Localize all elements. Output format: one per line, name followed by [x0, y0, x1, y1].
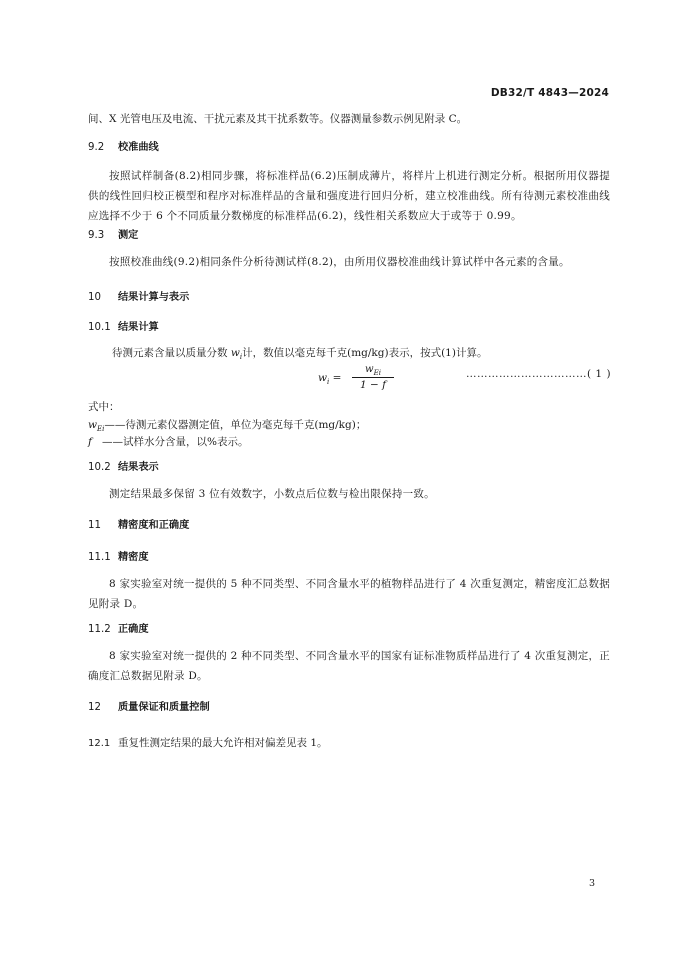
paragraph-11-1: 8 家实验室对统一提供的 5 种不同类型、不同含量水平的植物样品进行了 4 次重复测定，精密度汇总数据见附录 D。 — [88, 578, 610, 610]
section-number: 9.3 — [88, 230, 105, 241]
paragraph-9-3: 按照校准曲线(9.2)相同条件分析待测试样(8.2)，由所用仪器校准曲线计算试样中各元素的含量。 — [109, 256, 570, 268]
section-heading-11-2 — [88, 622, 149, 638]
section-number: 11.2 — [88, 624, 111, 635]
definition-f: f ——试样水分含量，以%表示。 — [88, 436, 249, 448]
definition-wei: $w_{Ei}——$待测元素仪器测定值，单位为毫克每千克(mg/kg)； — [88, 419, 367, 434]
where-label: 式中： — [88, 401, 120, 413]
section-number: 10.1 — [88, 322, 111, 333]
formula-1 — [318, 362, 458, 398]
section-title: 结果计算与表示 — [118, 292, 190, 303]
document-code: DB32/T 4843—2024 — [490, 87, 609, 99]
section-number: 10.2 — [88, 462, 111, 473]
section-number: 11.1 — [88, 552, 111, 563]
clause-12-1 — [88, 733, 608, 754]
fraction-numerator: $w_{Ei}$ — [365, 364, 381, 377]
section-title: 结果表示 — [118, 462, 159, 473]
section-title: 精密度和正确度 — [118, 520, 190, 531]
section-heading-11-1 — [88, 550, 149, 566]
clause-text: 重复性测定结果的最大允许相对偏差见表 1。 — [118, 737, 328, 749]
section-heading-10-2 — [88, 460, 159, 476]
paragraph-10-2: 测定结果最多保留 3 位有效数字，小数点后位数与检出限保持一致。 — [109, 488, 435, 500]
formula-lhs: $w_i$ = — [318, 372, 342, 387]
section-heading-12 — [88, 700, 210, 716]
section-heading-9-2 — [88, 140, 159, 156]
section-heading-10 — [88, 290, 189, 306]
paragraph-11-2: 8 家实验室对统一提供的 2 种不同类型、不同含量水平的国家有证标准物质样品进行了 4 次重复测定，正确度汇总数据见附录 D。 — [88, 650, 610, 682]
section-title: 校准曲线 — [118, 142, 159, 153]
continuation-line: 间、X 光管电压及电流、干扰元素及其干扰系数等。仪器测量参数示例见附录 C。 — [88, 113, 468, 125]
section-number: 12 — [88, 702, 101, 713]
page-number: 3 — [588, 878, 595, 889]
section-number: 10 — [88, 292, 101, 303]
section-heading-10-1 — [88, 320, 159, 336]
fraction-denominator: 1 − f — [359, 379, 387, 391]
section-title: 精密度 — [118, 552, 149, 563]
section-title: 结果计算 — [118, 322, 159, 333]
section-title: 正确度 — [118, 624, 149, 635]
paragraph-9-2: 按照试样制备(8.2)相同步骤，将标准样品(6.2)压制成薄片，将样片上机进行测定分析。根据所用仪器提供的线性回归校正模型和程序对标准样品的含量和强度进行回归分析，建立校准曲线。所有待测元素校准曲线应选择不少于 6 个不同质量分数梯度的标准样品(6.2)，线性相关系数应大于或等于 0.99。 — [88, 170, 610, 222]
section-title: 测定 — [118, 230, 139, 241]
section-heading-11 — [88, 518, 189, 534]
clause-number: 12.1 — [88, 738, 111, 749]
section-number: 9.2 — [88, 142, 105, 153]
calculation-intro: 待测元素含量以质量分数 $w_i$计，数值以毫克每千克(mg/kg)表示，按式(1)计算。 — [112, 347, 488, 362]
equation-number: ……………………………( 1 ) — [466, 368, 612, 380]
section-number: 11 — [88, 520, 101, 531]
formula-fraction — [350, 362, 396, 393]
section-heading-9-3 — [88, 228, 138, 244]
section-title: 质量保证和质量控制 — [118, 702, 210, 713]
